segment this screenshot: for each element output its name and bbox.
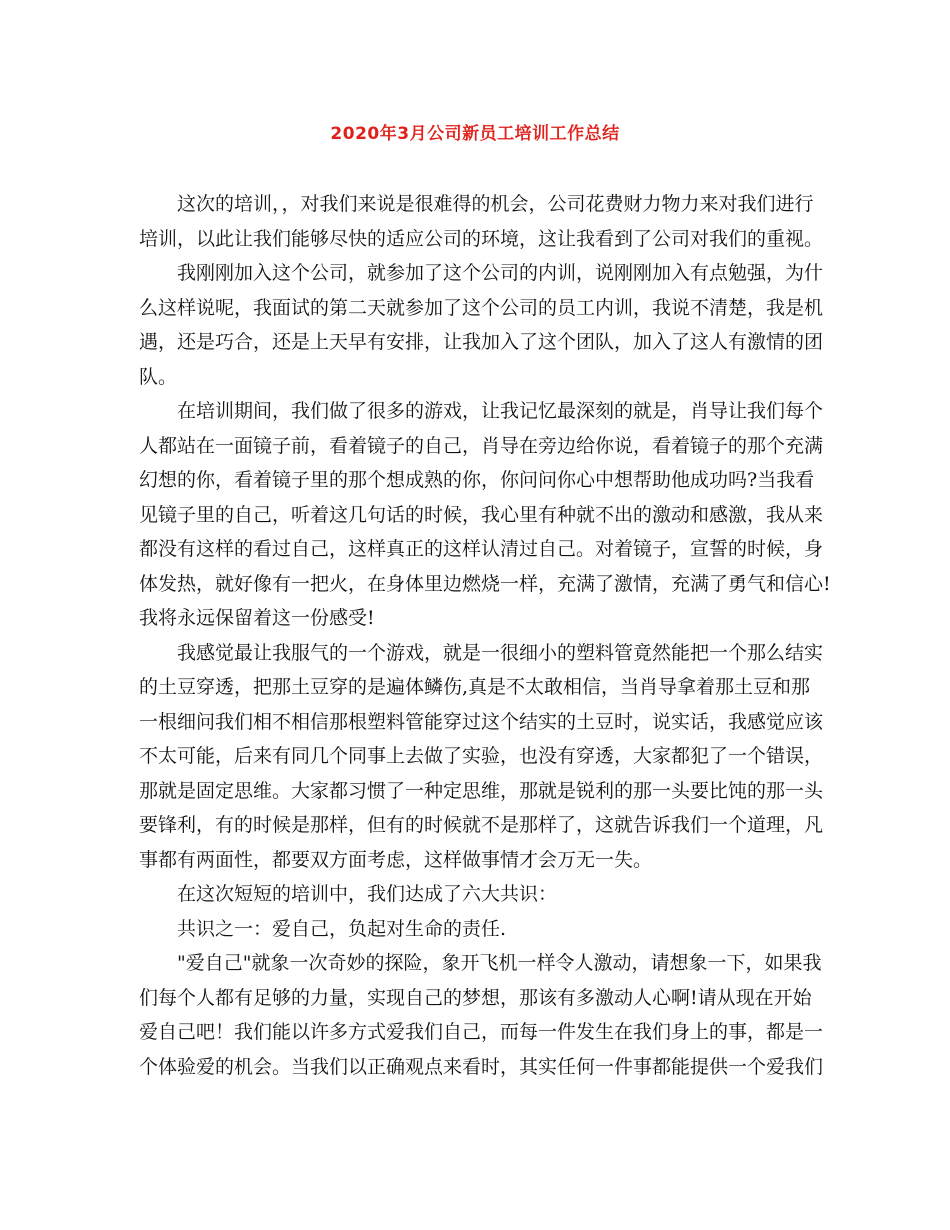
text-line: 事都有两面性，都要双方面考虑，这样做事情才会万无一失。: [139, 848, 653, 871]
text-line: 体发热，就好像有一把火，在身体里边燃烧一样，充满了激情，充满了勇气和信心!: [139, 572, 831, 595]
text-line: 培训，以此让我们能够尽快的适应公司的环境，这让我看到了公司对我们的重视。: [139, 227, 824, 250]
text-line: 要锋利，有的时候是那样，但有的时候就不是那样了，这就告诉我们一个道理，凡: [139, 814, 824, 836]
document-title: 2020年3月公司新员工培训工作总结: [330, 124, 620, 144]
text-line: 共识之一：爱自己，负起对生命的责任.: [177, 917, 507, 940]
text-line: 都没有这样的看过自己，这样真正的这样认清过自己。对着镜子，宣誓的时候，身: [139, 538, 824, 560]
text-line: 不太可能，后来有同几个同事上去做了实验，也没有穿透，大家都犯了一个错误，: [139, 745, 824, 767]
text-line: 遇，还是巧合，还是上天早有安排，让我加入了这个团队，加入了这人有激情的团: [139, 331, 824, 353]
text-line: 队。: [139, 365, 178, 388]
text-line: 那就是固定思维。大家都习惯了一种定思维，那就是锐利的那一头要比饨的那一头: [139, 779, 824, 802]
text-line: 我感觉最让我服气的一个游戏，就是一很细小的塑料管竟然能把一个那么结实: [177, 641, 824, 664]
text-line: 一根细问我们相不相信那根塑料管能穿过这个结实的土豆时，说实话，我感觉应该: [139, 710, 824, 733]
text-line: 我将永远保留着这一份感受!: [139, 607, 375, 629]
text-line: 幻想的你，看着镜子里的那个想成熟的你，你问问你心中想帮助他成功吗?当我看: [139, 469, 815, 491]
text-line: 这次的培训，，对我们来说是很难得的机会，公司花费财力物力来对我们进行: [177, 193, 814, 215]
text-line: 在这次短短的培训中，我们达成了六大共识：: [177, 883, 558, 905]
text-line: 的土豆穿透，把那土豆穿的是遍体鳞伤,真是不太敢相信，当肖导拿着那土豆和那: [139, 676, 811, 698]
text-line: 个体验爱的机会。当我们以正确观点来看时，其实任何一件事都能提供一个爱我们: [139, 1055, 824, 1078]
text-line: 人都站在一面镜子前，看着镜子的自己，肖导在旁边给你说，看着镜子的那个充满: [139, 434, 824, 457]
document-body: [139, 187, 831, 1084]
text-line: 在培训期间，我们做了很多的游戏，让我记忆最深刻的就是，肖导让我们每个: [177, 400, 824, 422]
text-line: 么这样说呢，我面试的第二天就参加了这个公司的员工内训，我说不清楚，我是机: [139, 296, 824, 319]
text-line: 我刚刚加入这个公司，就参加了这个公司的内训，说刚刚加入有点勉强，为什: [177, 262, 824, 284]
text-line: 爱自己吧！我们能以许多方式爱我们自己，而每一件发生在我们身上的事，都是一: [139, 1021, 824, 1043]
text-line: 见镜子里的自己，听着这几句话的时候，我心里有种就不出的激动和感激，我从来: [139, 503, 824, 526]
text-line: 们每个人都有足够的力量，实现自己的梦想，那该有多激动人心啊!请从现在开始: [139, 986, 812, 1009]
text-line: "爱自己"就象一次奇妙的探险，象开飞机一样令人激动，请想象一下，如果我: [177, 952, 822, 974]
